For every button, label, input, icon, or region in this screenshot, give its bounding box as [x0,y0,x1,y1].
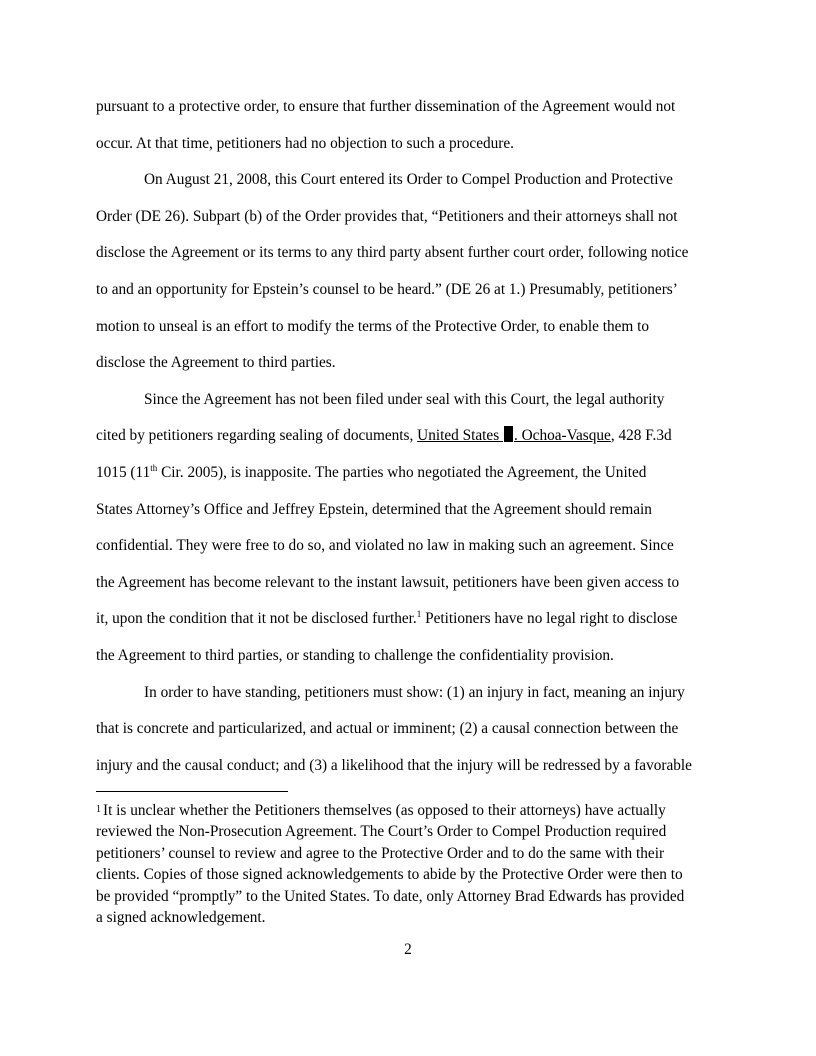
footnote-line: reviewed the Non-Prosecution Agreement. The Court’s Order to Compel Production required [96,823,667,841]
body-line: injury and the causal conduct; and (3) a likelihood that the injury will be redressed by a favorable [96,756,692,774]
body-line [96,418,720,455]
body-line: pursuant to a protective order, to ensure that further dissemination of the Agreement would not [96,98,676,115]
body-line: disclose the Agreement to third parties. [96,354,336,372]
footnote-line: be provided “promptly” to the United States. To date, only Attorney Brad Edwards has provided [96,887,685,905]
body-line [96,601,720,638]
body-line: disclose the Agreement or its terms to any third party absent further court order, following notice [96,244,689,262]
body-line: motion to unseal is an effort to modify the terms of the Protective Order, to enable them to [96,317,650,335]
body-text: it, upon the condition that it not be disclosed further. [96,610,417,628]
ordinal-superscript: th [150,462,158,473]
redaction-box [504,426,513,442]
case-name-part: United States [417,427,503,445]
body-line: Since the Agreement has not been filed under seal with this Court, the legal authority [144,390,665,408]
body-line [96,455,720,492]
body-line: Order (DE 26). Subpart (b) of the Order provides that, “Petitioners and their attorneys shall not [96,207,678,225]
body-text: Cir. 2005), is inapposite. The parties who negotiated the Agreement, the United [157,463,647,481]
footnote-line: a signed acknowledgement. [96,909,266,927]
body-line: that is concrete and particularized, and actual or imminent; (2) a causal connection between the [96,720,679,738]
body-line: States Attorney’s Office and Jeffrey Epstein, determined that the Agreement should remain [96,500,652,518]
body-line: occur. At that time, petitioners had no objection to such a procedure. [96,134,514,152]
page-number: 2 [404,941,412,958]
body-line: the Agreement to third parties, or standing to challenge the confidentiality provision. [96,646,614,664]
footnote-line: petitioners’ counsel to review and agree to the Protective Order and to do the same with their [96,844,665,862]
case-citation [417,427,611,444]
footnote-reference: 1 [416,609,422,620]
footnote-line: clients. Copies of those signed acknowledgements to abide by the Protective Order were then to [96,866,683,884]
body-line: the Agreement has become relevant to the instant lawsuit, petitioners have been given access to [96,573,680,591]
body-text: , 428 F.3d [610,427,672,445]
body-text: Petitioners have no legal right to disclose [421,610,678,628]
body-line: to and an opportunity for Epstein’s counsel to be heard.” (DE 26 at 1.) Presumably, petitioners’ [96,280,678,298]
document-body [96,89,720,784]
footnote-text: It is unclear whether the Petitioners themselves (as opposed to their attorneys) have actually [103,802,666,819]
body-line: On August 21, 2008, this Court entered its Order to Compel Production and Protective [144,171,673,189]
footnote [96,799,722,928]
body-line: confidential. They were free to do so, and violated no law in making such an agreement. Since [96,537,674,555]
footnote-line [96,799,722,821]
footnote-marker: 1 [96,804,101,815]
body-text: cited by petitioners regarding sealing of documents, [96,427,418,445]
body-line: In order to have standing, petitioners must show: (1) an injury in fact, meaning an injury [144,683,685,701]
footnote-divider [96,791,288,792]
body-text: 1015 (11 [96,463,151,481]
case-name-part: . Ochoa-Vasque [513,427,611,445]
